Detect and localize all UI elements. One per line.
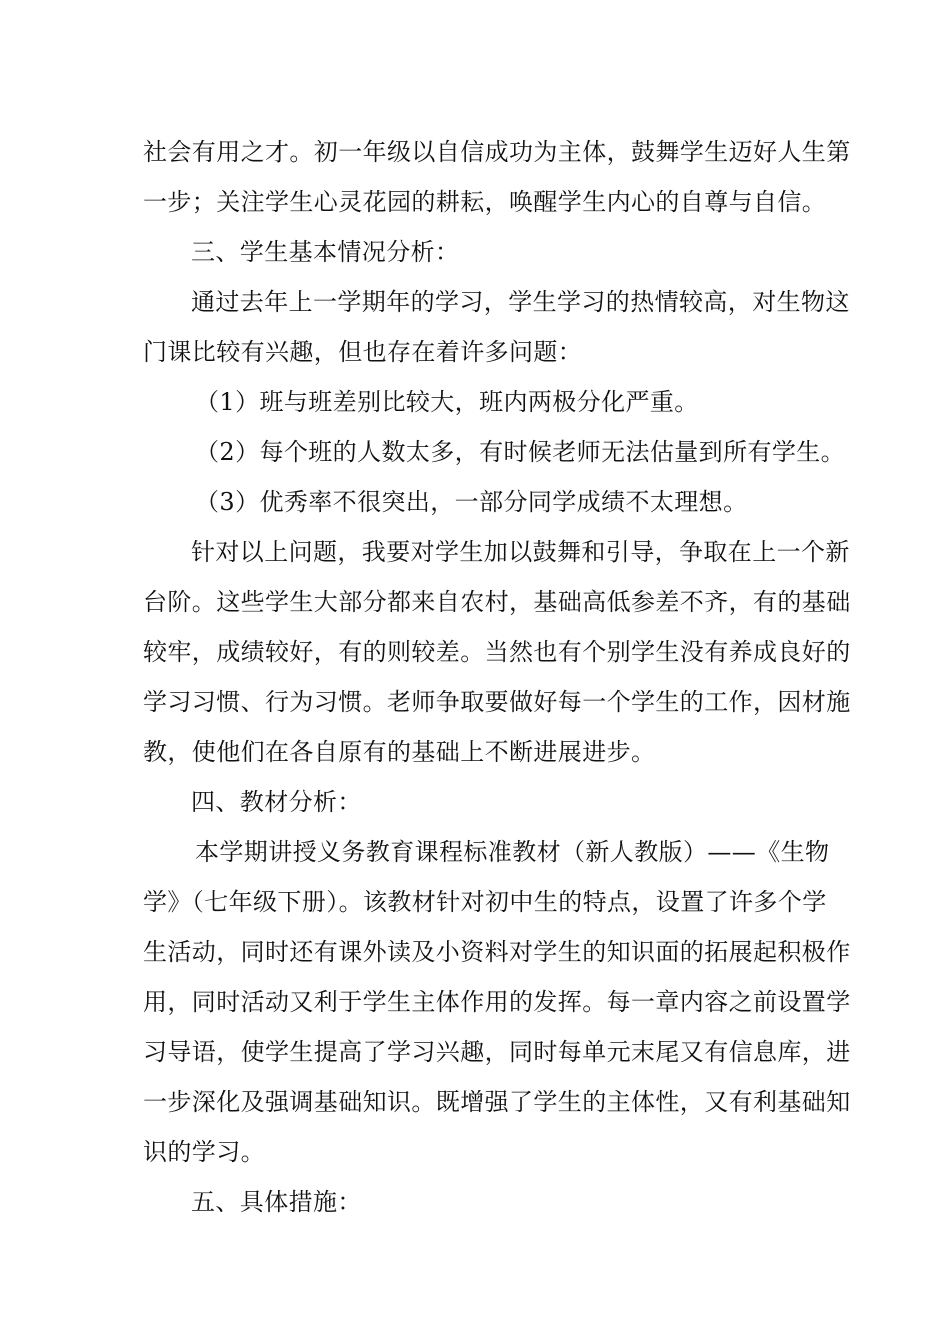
list-item: （3）优秀率不很突出，一部分同学成绩不太理想。: [195, 488, 748, 516]
body-text-line: 本学期讲授义务教育课程标准教材（新人教版）——《生物: [195, 838, 830, 866]
section-heading: 五、具体措施：: [191, 1188, 362, 1216]
body-text-line: 习导语，使学生提高了学习兴趣，同时每单元末尾又有信息库，进: [143, 1038, 851, 1066]
body-text-line: 台阶。这些学生大部分都来自农村，基础高低参差不齐，有的基础: [143, 588, 851, 616]
list-item: （2）每个班的人数太多，有时候老师无法估量到所有学生。: [195, 438, 846, 466]
body-text-line: 门课比较有兴趣，但也存在着许多问题：: [143, 338, 583, 366]
body-text-line: 一步深化及强调基础知识。既增强了学生的主体性，又有利基础知: [143, 1088, 851, 1116]
body-text-line: 较牢，成绩较好，有的则较差。当然也有个别学生没有养成良好的: [143, 638, 851, 666]
body-text-line: 学习习惯、行为习惯。老师争取要做好每一个学生的工作，因材施: [143, 688, 851, 716]
body-text-line: 针对以上问题，我要对学生加以鼓舞和引导，争取在上一个新: [191, 538, 850, 566]
section-heading: 四、教材分析：: [191, 788, 362, 816]
body-text-line: 识的学习。: [143, 1138, 265, 1166]
list-item: （1）班与班差别比较大，班内两极分化严重。: [195, 388, 699, 416]
body-text-line: 学》（七年级下册）。该教材针对初中生的特点，设置了许多个学: [143, 888, 827, 916]
body-text-line: 一步；关注学生心灵花园的耕耘，唤醒学生内心的自尊与自信。: [143, 188, 827, 216]
body-text-line: 社会有用之才。初一年级以自信成功为主体，鼓舞学生迈好人生第: [143, 138, 851, 166]
body-text-line: 教，使他们在各自原有的基础上不断进展进步。: [143, 738, 656, 766]
body-text-line: 通过去年上一学期年的学习，学生学习的热情较高，对生物这: [191, 288, 850, 316]
body-text-line: 用，同时活动又利于学生主体作用的发挥。每一章内容之前设置学: [143, 988, 851, 1016]
section-heading: 三、学生基本情况分析：: [191, 238, 460, 266]
body-text-line: 生活动，同时还有课外读及小资料对学生的知识面的拓展起积极作: [143, 938, 851, 966]
